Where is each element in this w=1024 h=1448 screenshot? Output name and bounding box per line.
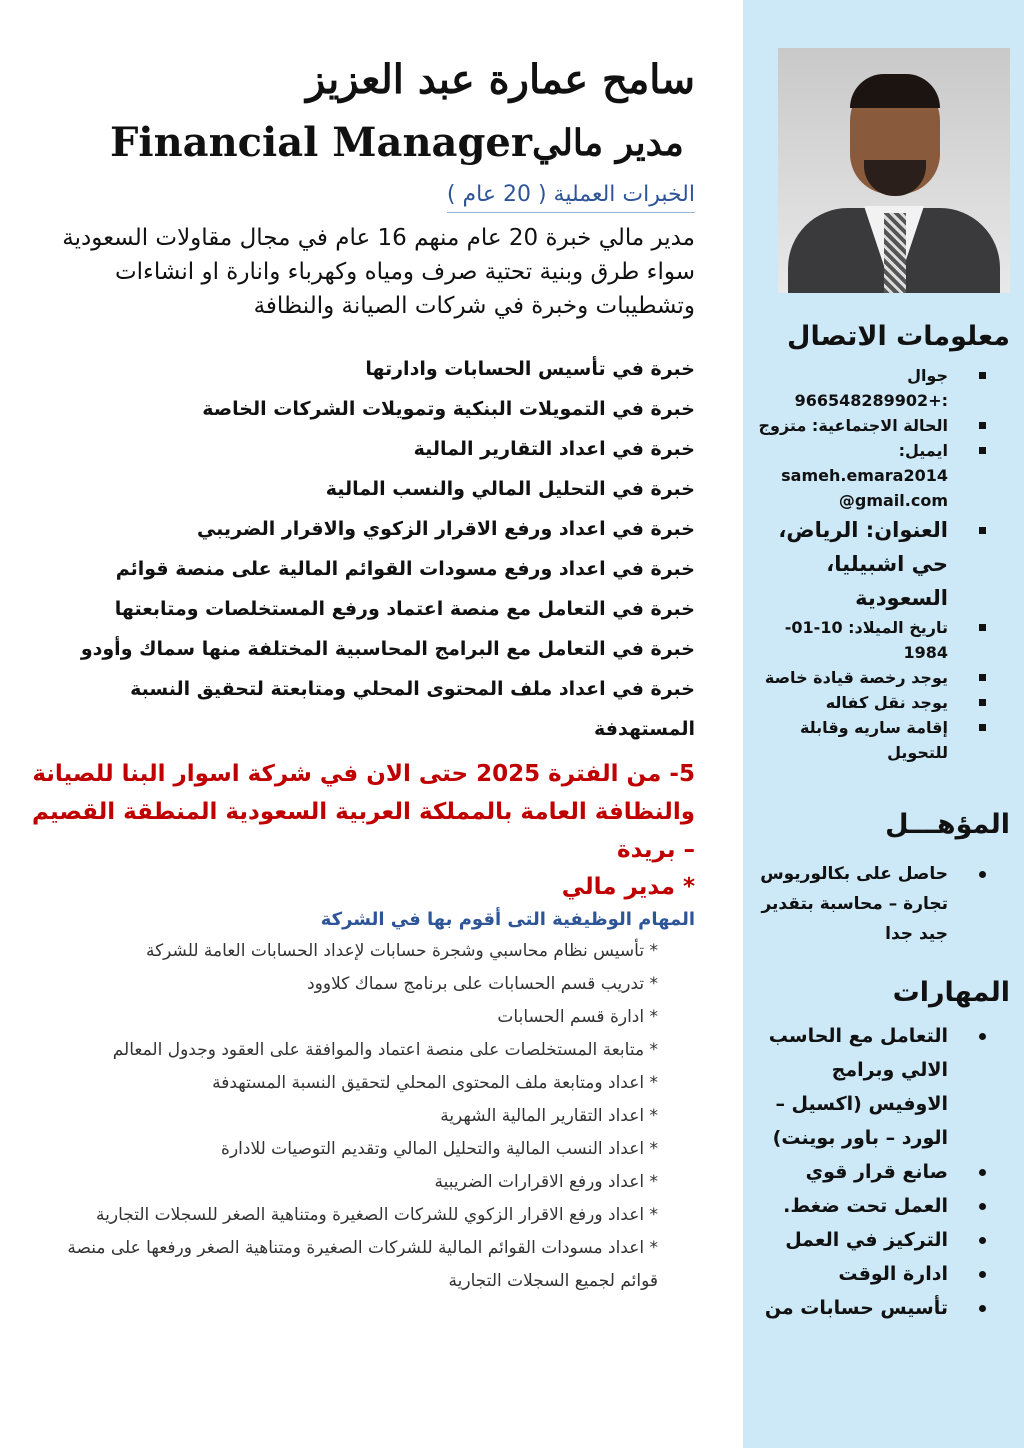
list-item: التركيز في العمل — [757, 1223, 948, 1257]
contact-license: يوجد رخصة قيادة خاصة — [757, 665, 948, 690]
contact-birthdate: تاريخ الميلاد: 10-01-1984 — [757, 615, 948, 665]
contact-heading: معلومات الاتصال — [787, 321, 1010, 352]
job-title-arabic: مدير مالي — [531, 122, 684, 164]
skills-list — [757, 1019, 1010, 1325]
job-title-english: Financial Manager — [110, 119, 532, 166]
contact-email: ايميل: sameh.emara2014 @gmail.com — [757, 438, 948, 513]
employment-role: * مدير مالي — [561, 874, 695, 900]
list-item: خبرة في التمويلات البنكية وتمويلات الشركات الخاصة — [202, 398, 695, 420]
list-item: ادارة الوقت — [757, 1257, 948, 1291]
list-item: * ادارة قسم الحسابات — [497, 1007, 658, 1027]
list-item: خبرة في اعداد ورفع مسودات القوائم المالية على منصة قوائم — [115, 558, 695, 580]
list-item: * اعداد ورفع الاقرارات الضريبية — [434, 1172, 658, 1192]
skills-heading: المهارات — [892, 977, 1010, 1008]
profile-photo — [778, 48, 1010, 293]
list-item: خبرة في اعداد ملف المحتوى المحلي ومتابعتة لتحقيق النسبة المستهدفة — [130, 678, 695, 740]
list-item: * اعداد النسب المالية والتحليل المالي وتقديم التوصيات للادارة — [221, 1139, 658, 1159]
list-item: خبرة في التعامل مع البرامج المحاسبية المختلفة منها سماك وأودو — [80, 638, 695, 660]
list-item: العمل تحت ضغط. — [757, 1189, 948, 1223]
experience-summary: مدير مالي خبرة 20 عام منهم 16 عام في مجال مقاولات السعودية سواء طرق وبنية تحتية صرف ومياه وكهرباء وانارة او انشاءات وتشطيبات وخبرة في شركات الصيانة والنظافة — [62, 225, 695, 319]
list-item: صانع قرار قوي — [757, 1155, 948, 1189]
contact-address: العنوان: الرياض، حي اشبيليا، السعودية — [757, 513, 948, 615]
list-item: خبرة في اعداد ورفع الاقرار الزكوي والاقرار الضريبي — [196, 518, 695, 540]
sidebar — [743, 0, 1024, 1448]
list-item: * تدريب قسم الحسابات على برنامج سماك كلاوود — [307, 974, 658, 994]
list-item: * تأسيس نظام محاسبي وشجرة حسابات لإعداد الحسابات العامة للشركة — [145, 941, 658, 961]
candidate-name: سامح عمارة عبد العزيز — [306, 56, 695, 103]
experience-skills-list — [30, 349, 695, 749]
list-item: خبرة في التحليل المالي والنسب المالية — [325, 478, 695, 500]
list-item: تأسيس حسابات من — [757, 1291, 948, 1325]
contact-list — [757, 363, 1010, 765]
experience-heading: الخبرات العملية ( 20 عام ) — [447, 180, 695, 213]
list-item: * اعداد ومتابعة ملف المحتوى المحلي لتحقيق النسبة المستهدفة — [212, 1073, 658, 1093]
list-item: خبرة في تأسيس الحسابات وادارتها — [365, 358, 695, 380]
contact-marital-status: الحالة الاجتماعية: متزوج — [757, 413, 948, 438]
tasks-list — [30, 935, 695, 1298]
list-item: * اعداد مسودات القوائم المالية للشركات الصغيرة ومتناهية الصغر ورفعها على منصة قوائم لجميع السجلات التجارية — [67, 1238, 658, 1291]
list-item: خبرة في التعامل مع منصة اعتماد ورفع المستخلصات ومتابعتها — [114, 598, 695, 620]
education-list — [757, 859, 1010, 949]
list-item: * متابعة المستخلصات على منصة اعتماد والموافقة على العقود وجدول المعالم — [112, 1040, 658, 1060]
tasks-heading: المهام الوظيفية التى أقوم بها في الشركة — [320, 909, 695, 930]
list-item: خبرة في اعداد التقارير المالية — [413, 438, 695, 460]
list-item: * اعداد التقارير المالية الشهرية — [440, 1106, 658, 1126]
list-item: * اعداد ورفع الاقرار الزكوي للشركات الصغيرة ومتناهية الصغر للسجلات التجارية — [96, 1205, 658, 1225]
list-item: التعامل مع الحاسب الالي وبرامج الاوفيس (اكسيل – الورد – باور بوينت) — [757, 1019, 948, 1155]
education-heading: المؤهـــل — [885, 809, 1010, 840]
employment-period: 5- من الفترة 2025 حتى الان في شركة اسوار البنا للصيانة والنظافة العامة بالمملكة العربية السعودية المنطقة القصيم – بريدة — [32, 761, 695, 863]
contact-sponsorship: يوجد نقل كفاله — [757, 690, 948, 715]
contact-phone: جوال :+966548289902 — [757, 363, 948, 413]
job-title-row — [30, 108, 695, 168]
list-item: حاصل على بكالوريوس تجارة – محاسبة بتقدير جيد جدا — [757, 859, 948, 949]
contact-residency: إقامة ساريه وقابلة للتحويل — [757, 715, 948, 765]
